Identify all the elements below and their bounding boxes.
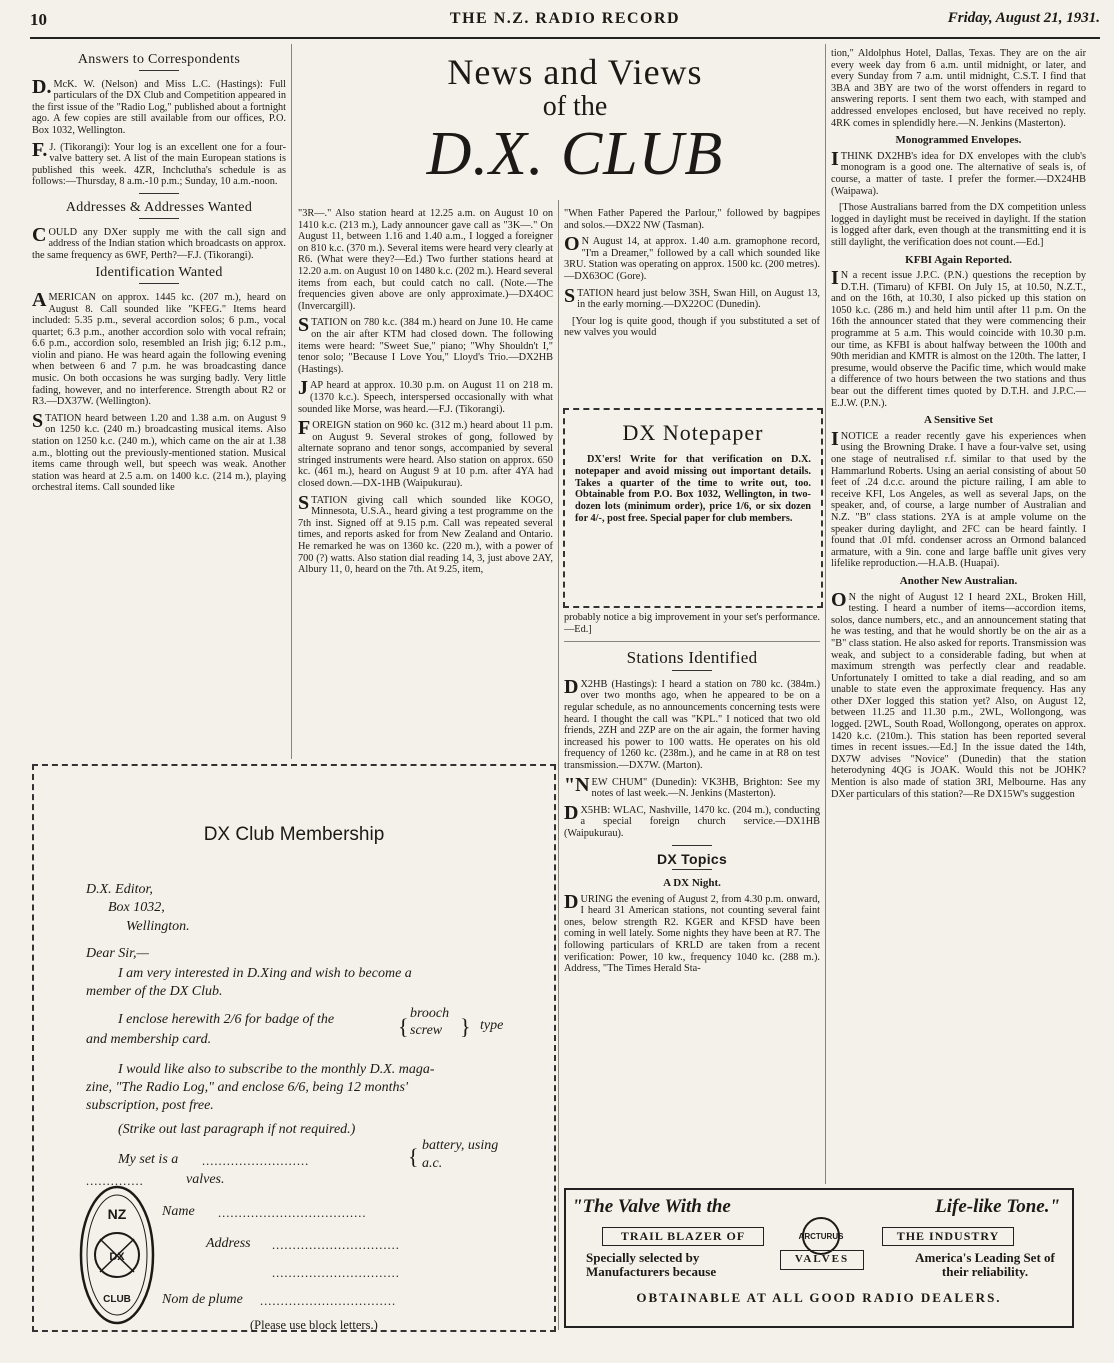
drop-letter: O bbox=[564, 233, 580, 256]
dx-club-badge-icon bbox=[78, 1184, 156, 1326]
report-text: N August 14, at approx. 1.40 a.m. gramophone record, "I'm a Dreamer," followed by a call which sounded like 3RU. Station was operating on approx. 1500 kc. (200 metres).—DX63OC (Gore). bbox=[564, 236, 820, 282]
badge-top-text: NZ bbox=[107, 1206, 127, 1222]
identification-heading: Identification Wanted bbox=[95, 265, 223, 281]
ad-industry-band: THE INDUSTRY bbox=[882, 1227, 1014, 1246]
form-name-label: Name bbox=[162, 1204, 195, 1219]
report-text: TATION on 780 k.c. (384 m.) heard on June 10. He came on the air after KTM had closed down. The following items were heard: "Sweet Sue," piano; "Why Shouldn't I," tenor solo; "Because I Love You," Lloyd's Trio.—DX2HB (Hastings). bbox=[298, 317, 553, 375]
ad-brand-text: ARCTURUS bbox=[798, 1232, 844, 1241]
ident-paragraph bbox=[32, 409, 286, 494]
form-address-field-1[interactable]: ............................... bbox=[272, 1238, 400, 1252]
ad-valves-label: VALVES bbox=[780, 1250, 864, 1270]
addresses-paragraph bbox=[32, 223, 286, 262]
masthead-line2: of the bbox=[542, 91, 608, 122]
drop-letter: F. bbox=[32, 138, 48, 161]
form-enclose-card: and membership card. bbox=[86, 1032, 212, 1047]
form-ac-option[interactable]: a.c. bbox=[422, 1156, 443, 1171]
drop-letter: D bbox=[564, 890, 579, 913]
report-paragraph bbox=[564, 675, 820, 772]
form-address-field-2[interactable]: ............................... bbox=[272, 1266, 400, 1280]
report-paragraph bbox=[831, 588, 1086, 801]
dx-night-heading: A DX Night. bbox=[663, 877, 721, 890]
section-rule bbox=[672, 869, 712, 870]
report-text: X5HB: WLAC, Nashville, 1470 kc. (204 m.), conducting a special foreign church service.—DX1HB (Waipukurau). bbox=[564, 804, 820, 839]
report-text: EW CHUM" (Dunedin): VK3HB, Brighton: See my notes of last week.—N. Jenkins (Masterton). bbox=[591, 776, 820, 800]
arcturus-advertisement bbox=[564, 1188, 1074, 1328]
badge-mid-text: DX bbox=[109, 1251, 125, 1263]
form-set-field[interactable]: .......................... bbox=[202, 1154, 310, 1168]
report-text: OREIGN station on 960 kc. (312 m.) heard about 11 p.m. on August 9. Several strokes of gong, followed by alternate soprano and tenor songs, accompanied by several stringed instruments were heard. Also station on approx. 650 kc. (461 m.), heard on August 9 at 10 p.m. after 4YA had closed down.—DX-1HB (Waipukurau). bbox=[298, 420, 553, 490]
form-address-label: Address bbox=[206, 1236, 251, 1251]
form-title: DX Club Membership bbox=[203, 824, 385, 845]
form-address-box: Box 1032, bbox=[108, 900, 165, 915]
page-number: 10 bbox=[30, 10, 47, 29]
answer-paragraph bbox=[32, 138, 286, 188]
report-paragraph bbox=[831, 147, 1086, 197]
newspaper-title: THE N.Z. RADIO RECORD bbox=[449, 10, 681, 27]
sensitive-set-heading: A Sensitive Set bbox=[923, 414, 994, 427]
form-nom-label: Nom de plume bbox=[162, 1292, 243, 1307]
section-rule bbox=[672, 845, 712, 846]
monogrammed-heading: Monogrammed Envelopes. bbox=[895, 134, 1022, 147]
report-text: N the night of August 12 I heard 2XL, Broken Hill, testing. I heard a number of items—accordion items, solos, dance numbers, etc., and an announcement stating that he was testing, and that he would shortly be on the air as a "B" class station. He also asked for reports. Transmission was weak, and subject to a considerable fading, but when at maximum strength was perfectly clear and readable. Unfortunately I omitted to take a dial reading, and so am unable to state even the approximate frequency. Has any other DXer logged this station yet? Also, on August 12, between 11.25 and 11.30 p.m., 2WL, Wollongong, was logged. [2WL, South Road, Wollongong, operates on approx. 1420 k.c. (210m.). This station has been reported several times in recent issues.—Ed.] In the issue dated the 14th, DX7W advises "Novice" (Dunedin) that the station heterodyning 4QG is JOAK. Would this not be JOHK? Mention is also made of station 3RI, Melbourne. Has any DXer particulars of this station?—Re DX15W's suggestion bbox=[831, 591, 1086, 800]
brace-set: { bbox=[408, 1144, 419, 1169]
editor-note: [Those Australians barred from the DX competition unless logged in daylight must be received in daylight. If the station is logged after dark, even though at the transmitting end it is still daylight, the verification does not count.—Ed.] bbox=[831, 202, 1086, 248]
form-enclose-line: I enclose herewith 2/6 for badge of the bbox=[118, 1012, 335, 1027]
drop-letter: D bbox=[564, 801, 579, 824]
ad-america-text: America's Leading Set of their reliability. bbox=[915, 1250, 1055, 1279]
form-sub-line3: subscription, post free. bbox=[86, 1098, 214, 1113]
report-text: TATION heard just below 3SH, Swan Hill, on August 13, in the early morning.—DX22OC (Dunedin). bbox=[577, 287, 820, 311]
column-3-lower bbox=[564, 612, 820, 1184]
drop-letter: F bbox=[298, 417, 311, 440]
brace-left: { bbox=[398, 1014, 409, 1039]
section-rule bbox=[139, 283, 179, 284]
report-paragraph bbox=[564, 801, 820, 840]
column-3-upper bbox=[564, 208, 820, 404]
editor-note: probably notice a big improvement in your set's performance.—Ed.] bbox=[564, 612, 820, 635]
masthead-line3: D.X. CLUB bbox=[426, 120, 724, 188]
drop-letter: D bbox=[564, 675, 579, 698]
report-text: URING the evening of August 2, from 4.30 p.m. onward, I heard 31 American stations, not counting several faint ones, below strength R2. KGER and KFSD have been coming in well lately. Some nights they have been at R7. The following particulars of KRLD are taken from a recent verification: Power, 10 kw., frequency 1040 kc. (288 m.). Address, "The Times Herald Sta- bbox=[564, 893, 820, 975]
form-sub-line2: zine, "The Radio Log," and enclose 6/6, being 12 months' bbox=[86, 1080, 408, 1095]
drop-letter: S bbox=[298, 491, 310, 514]
form-strike-note: (Strike out last paragraph if not required.) bbox=[118, 1122, 356, 1137]
form-screw-option[interactable]: screw bbox=[410, 1023, 443, 1038]
answer-text: J. (Tikorangi): Your log is an excellent one for a four-valve battery set. A list of the main European stations is published this week. 4ZR, Inchclutha's schedule is as follows:—Thursday, 8 a.m.-10 p.m.; Sunday, 10 a.m.-noon. bbox=[32, 141, 286, 188]
form-salutation: Dear Sir,— bbox=[86, 946, 150, 961]
form-valves-label: valves. bbox=[186, 1172, 225, 1187]
drop-letter: "N bbox=[564, 773, 590, 796]
report-paragraph bbox=[298, 377, 553, 415]
header-rule bbox=[30, 37, 1100, 39]
column-rule-2 bbox=[558, 200, 559, 1330]
report-paragraph bbox=[298, 491, 553, 576]
drop-letter: I bbox=[831, 147, 839, 170]
dx-topics-heading: DX Topics bbox=[656, 850, 728, 867]
drop-letter: S bbox=[32, 409, 44, 432]
section-rule bbox=[139, 70, 179, 71]
report-text: N a recent issue J.P.C. (P.N.) questions the reception by D.T.H. (Timaru) of KFBI. On July 15, at 10.50, N.Z.T., and on the 16th, at 10.30, I also picked up this station on 1050 k.c. (286 m.) and held him until after 11 p.m. On the 16th the announcer stated that they were commencing their programme at 5 a.m. This would coincide with 10.30 p.m. our time, as KFBI is about halfway between the 100th and 90th meridian and KMTR is almost on the 120th. The latter, I presume, would observe the Pacific time, which would make a difference of two hours between the two stations and thus bear out the different times quoted by D.T.H. and J.P.C.—E.J.W. (P.N.). bbox=[831, 270, 1086, 409]
answer-paragraph bbox=[32, 75, 286, 137]
form-type-label: type bbox=[480, 1018, 504, 1033]
report-paragraph bbox=[564, 773, 820, 800]
ad-specially-text: Specially selected by Manufacturers because bbox=[586, 1250, 717, 1279]
form-valves-field[interactable]: .............. bbox=[86, 1174, 144, 1188]
masthead-line1: News and Views bbox=[447, 52, 703, 92]
ad-trail-blazer-band: TRAIL BLAZER OF bbox=[602, 1227, 764, 1246]
answer-text: McK. W. (Nelson) and Miss L.C. (Hastings): Full particulars of the DX Club and Competition appeared in the first issue of the "Radio Log," published about a fortnight ago. A few copies are still available from our offices, P.O. Box 1032, Wellington. bbox=[32, 78, 286, 136]
section-rule bbox=[139, 218, 179, 219]
drop-letter: I bbox=[831, 427, 839, 450]
report-text: X2HB (Hastings): I heard a station on 780 kc. (384m.) over two months ago, when he appeared to be on a regular schedule, as no announcements concerning tests were heard. I thought the call was "KPL." I noticed that two old friends, 2ZH and 2ZP are on the air again, the former having increased his power to 100 watts. He operates on his old frequency of 1260 kc. (238m.), and he came in at R8 on test transmission.—DX7W. (Marton). bbox=[564, 678, 820, 771]
report-paragraph bbox=[564, 890, 820, 975]
new-australian-heading: Another New Australian. bbox=[899, 574, 1018, 587]
notepaper-body: DX'ers! Write for that verification on D.X. notepaper and avoid missing out important details. Takes a quarter of the time to write out, too. Obtainable from P.O. Box 1032, Wellington, in two-dozen lots (minimum order), price 1/6, or six dozen for 4/-, post free. Special paper for club members. bbox=[575, 454, 811, 524]
stations-identified-heading: Stations Identified bbox=[626, 648, 758, 668]
report-paragraph bbox=[831, 427, 1086, 570]
section-rule bbox=[672, 670, 712, 671]
report-paragraph bbox=[564, 233, 820, 282]
addresses-text: OULD any DXer supply me with the call sign and address of the Indian station which broadcasts on approx. the same frequency as 6WF, Perth?—F.J. (Tikorangi). bbox=[32, 226, 286, 261]
drop-letter: C bbox=[32, 223, 47, 246]
drop-letter: O bbox=[831, 588, 847, 611]
drop-letter: A bbox=[32, 288, 47, 311]
column-rule-3 bbox=[825, 44, 826, 1184]
ident-paragraph bbox=[32, 288, 286, 408]
form-address-city: Wellington. bbox=[126, 919, 190, 934]
drop-letter: D. bbox=[32, 75, 52, 98]
report-text: THINK DX2HB's idea for DX envelopes with the club's monogram is a good one. The alternative of seals is, of course, a matter of taste. I prefer the former.—DX24HB (Waipawa). bbox=[831, 150, 1086, 197]
section-rule bbox=[139, 193, 179, 194]
form-battery-option[interactable]: battery, using bbox=[422, 1138, 499, 1153]
section-rule bbox=[564, 641, 820, 642]
form-name-field[interactable]: .................................... bbox=[218, 1206, 367, 1220]
form-block-letters-note: (Please use block letters.) bbox=[250, 1318, 378, 1332]
ident-text: TATION heard between 1.20 and 1.38 a.m. on August 9 on 1250 k.c. (240 m.) broadcasting musical items. Also station on 1250 k.c. (240 m.), which came on the air at 1.38 a.m., blotting out the previously-mentioned station. Musical items came through well, but speech was weak. Another station was heard at 2.5 a.m. on 1400 k.c. (214 m.), playing orchestral items. Call sounded like bbox=[32, 412, 286, 494]
page-header bbox=[30, 10, 1100, 36]
drop-letter: S bbox=[564, 284, 576, 307]
editor-note: [Your log is quite good, though if you substituted a set of new valves you would bbox=[564, 315, 820, 339]
ad-obtainable-text: OBTAINABLE AT ALL GOOD RADIO DEALERS. bbox=[636, 1290, 1002, 1305]
drop-letter: I bbox=[831, 267, 839, 290]
notepaper-title: DX Notepaper bbox=[622, 420, 764, 445]
notepaper-box bbox=[563, 408, 823, 608]
badge-bottom-text: CLUB bbox=[103, 1294, 131, 1305]
column-4 bbox=[831, 48, 1086, 1182]
report-paragraph bbox=[831, 267, 1086, 409]
ident-text: MERICAN on approx. 1445 kc. (207 m.), heard on August 8. Call sounded like "KFEG." Items heard included: 5.35 p.m., several accordion solos; 6 p.m., vocal quartet; 6.3 p.m., another accordion solo with vocal refrain; 6.6 p.m., accordion solo, resembled an Irish jig; 6.12 p.m., violin and piano. He was heard again the following evening when between 6 and 7 p.m. he was broadcasting dance music. On both occasions he was surging badly. Very little fading, however, and no interference. Strength about R2 or R3.—DX37W. (Wellington). bbox=[32, 291, 286, 408]
report-paragraph bbox=[564, 284, 820, 311]
membership-form bbox=[32, 764, 556, 1332]
form-brooch-option[interactable]: brooch bbox=[410, 1006, 450, 1021]
form-sub-line1: I would like also to subscribe to the monthly D.X. maga- bbox=[118, 1062, 435, 1077]
kfbi-heading: KFBI Again Reported. bbox=[905, 253, 1012, 266]
form-line2: member of the DX Club. bbox=[86, 984, 223, 999]
report-paragraph bbox=[298, 314, 553, 375]
column-rule-1 bbox=[291, 44, 292, 759]
report-text: TATION giving call which sounded like KOGO, Minnesota, U.S.A., heard giving a test programme on the 7th inst. Signed off at 9.15 p.m. Call was repeated several times, and reports asked for from New Zealand and Ontario. He remarked he was on 1360 kc. (220 m.), with a power of 700 (?) watts. Also station dial reading 14, 3, just above 2AY, Albury 11, 0, heard on the 7th. At 9.25, item, bbox=[298, 494, 553, 576]
column-1 bbox=[32, 48, 286, 760]
drop-letter: S bbox=[298, 314, 310, 337]
column-2 bbox=[298, 208, 553, 760]
report-paragraph: tion," Aldolphus Hotel, Dallas, Texas. They are on the air every week day from 6 a.m. until midnight, or later, and every Sunday from 7 a.m. until midnight, C.S.T. I find that 3BA and 3BY are two of the worst offenders in regard to answering reports. I sent them two each, with stamped and addressed envelopes enclosed, but have received no reply. 4RK comes in splendidly here.—N. Jenkins (Masterton). bbox=[831, 48, 1086, 129]
form-addressee: D.X. Editor, bbox=[86, 882, 153, 897]
addresses-heading: Addresses & Addresses Wanted bbox=[65, 199, 253, 215]
form-line1: I am very interested in D.Xing and wish to become a bbox=[118, 966, 412, 981]
answers-heading: Answers to Correspondents bbox=[77, 52, 241, 67]
report-text: AP heard at approx. 10.30 p.m. on August 11 on 218 m. (1370 k.c.). Speech, interspersed occasionally with what sounded like Morse, was heard.—F.J. (Tikorangi). bbox=[298, 380, 553, 415]
report-paragraph bbox=[298, 417, 553, 490]
ad-right-slogan: Life-like Tone." bbox=[935, 1196, 1060, 1217]
form-nom-field[interactable]: ................................. bbox=[260, 1294, 397, 1308]
issue-date: Friday, August 21, 1931. bbox=[947, 10, 1100, 26]
report-paragraph: "When Father Papered the Parlour," followed by bagpipes and solos.—DX22 NW (Tasman). bbox=[564, 208, 820, 231]
masthead bbox=[395, 52, 755, 202]
brace-right: } bbox=[460, 1014, 471, 1039]
form-myset-label: My set is a bbox=[118, 1152, 179, 1167]
ad-left-slogan: "The Valve With the bbox=[572, 1196, 731, 1217]
report-text: NOTICE a reader recently gave his experiences when using the Browning Drake. I have a four-valve set, using one stage of neutralised r.f. similar to that used by the Hammarlund Roberts. Using an aerial consisting of about 50 feet of .24 d.c.c. around the picture railing, I am able to receive KFI, Los Angeles, as well as several Japs, on the speaker, and, of course, a large number of Australian and N.Z. "B" class stations. 2YA is at ample volume on the speaker during daylight, and 2FC can be heard faintly. I found that .01 mfd. condenser across an Ormond balanced armature, with a 9in. cone and large baffle unit gives very lifelike reproduction.—H.A.B. (Huapai). bbox=[831, 430, 1086, 570]
report-paragraph: "3R—." Also station heard at 12.25 a.m. on August 10 on 1410 k.c. (213 m.), Lady announcer gave call as "3K—." On August 11, between 1.16 and 1.40 a.m., I logged a foreigner on 810 k.c. (370 m.). Several items were heard very clearly at R6. (What were they?—Ed.) Two further stations heard at 12.20 a.m. on August 10 on 1480 k.c. (202 m.). Heard several items from each, but could catch no call. (Note.—The frequencies given above are only approximate.)—DX4OC (Invercargill). bbox=[298, 208, 553, 312]
drop-letter: J bbox=[298, 377, 308, 400]
